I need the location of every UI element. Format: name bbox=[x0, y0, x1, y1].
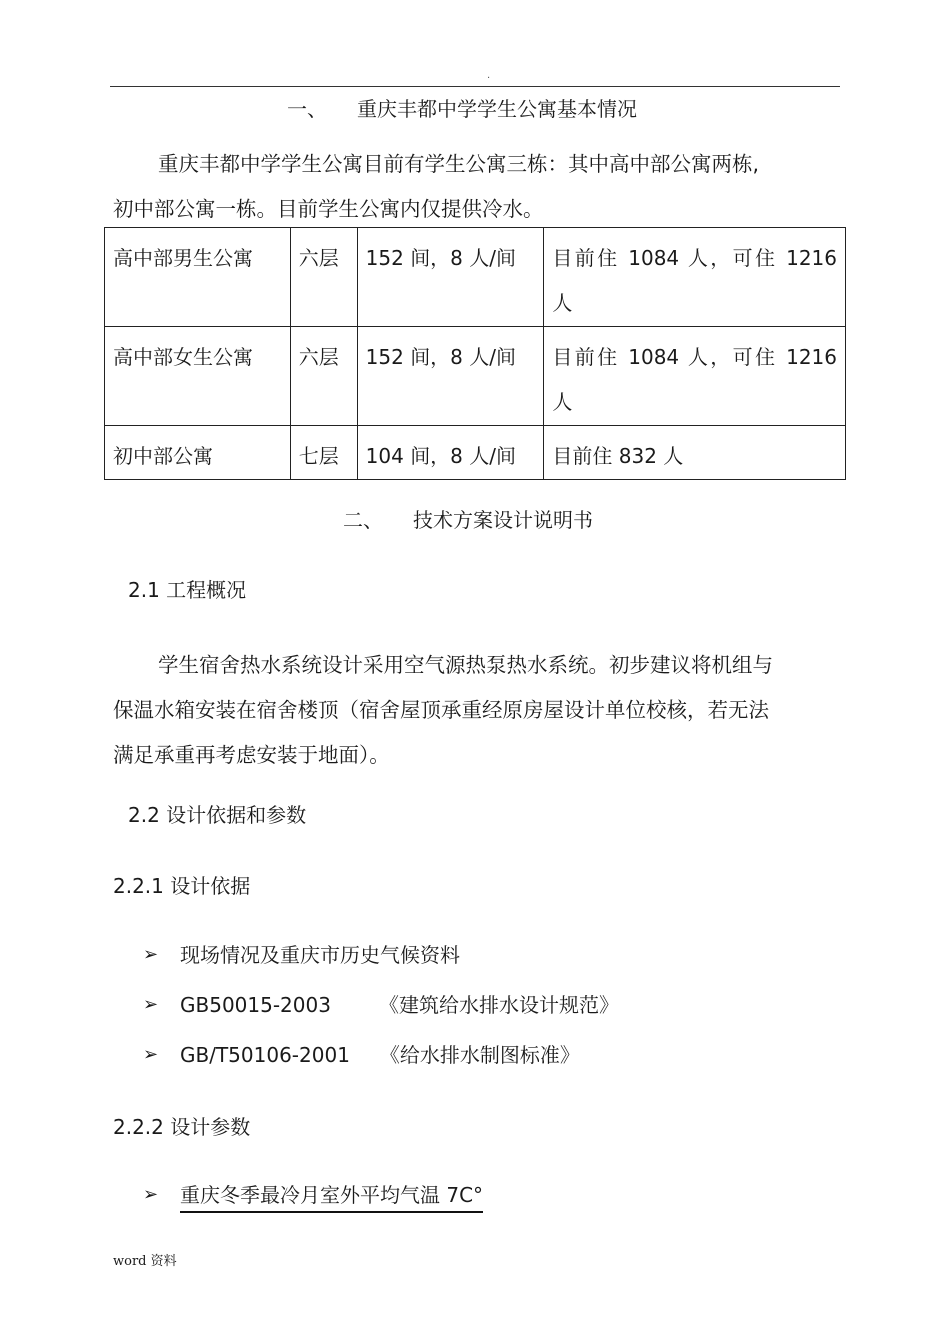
table-cell-name: 高中部女生公寓 bbox=[105, 327, 291, 426]
standard-code: GB50015-2003 bbox=[180, 993, 331, 1017]
param-item-1-text: 重庆冬季最冷月室外平均气温 7C° bbox=[180, 1183, 483, 1213]
intro-line-1: 重庆丰都中学学生公寓目前有学生公寓三栋：其中高中部公寓两栋, bbox=[158, 152, 760, 176]
table-cell-floors: 七层 bbox=[290, 426, 357, 480]
bullet-arrow-icon: ➢ bbox=[143, 1044, 159, 1065]
bullet-arrow-icon: ➢ bbox=[143, 944, 159, 965]
table-cell-occupancy: 目前住 1084 人，可住 1216 人 bbox=[544, 228, 846, 327]
section-2-number: 二、 bbox=[343, 508, 383, 532]
dormitory-table bbox=[104, 227, 846, 480]
heading-2-2: 2.2 设计依据和参数 bbox=[128, 803, 307, 827]
table-cell-rooms: 152 间，8 人/间 bbox=[357, 228, 544, 327]
param-item-1 bbox=[180, 1183, 483, 1207]
basis-item-2 bbox=[180, 993, 619, 1017]
table-cell-rooms: 104 间，8 人/间 bbox=[357, 426, 544, 480]
footer-text: word 资料 bbox=[113, 1254, 177, 1269]
heading-2-1: 2.1 工程概况 bbox=[128, 578, 247, 602]
standard-title: 《建筑给水排水设计规范》 bbox=[378, 993, 619, 1017]
section-1-title: 重庆丰都中学学生公寓基本情况 bbox=[357, 97, 637, 121]
s21-line-1: 学生宿舍热水系统设计采用空气源热泵热水系统。初步建议将机组与 bbox=[158, 653, 773, 677]
table-cell-rooms: 152 间，8 人/间 bbox=[357, 327, 544, 426]
standard-title: 《给水排水制图标准》 bbox=[379, 1043, 580, 1067]
section-1-number: 一、 bbox=[287, 97, 327, 121]
section-1-heading bbox=[287, 97, 637, 121]
header-rule bbox=[110, 86, 840, 87]
bullet-arrow-icon: ➢ bbox=[143, 1184, 159, 1205]
bullet-arrow-icon: ➢ bbox=[143, 994, 159, 1015]
basis-item-1: 现场情况及重庆市历史气候资料 bbox=[180, 943, 460, 967]
s21-line-2: 保温水箱安装在宿舍楼顶（宿舍屋顶承重经原房屋设计单位校核，若无法 bbox=[113, 698, 769, 722]
header-mark: . bbox=[487, 70, 491, 81]
table-cell-floors: 六层 bbox=[290, 327, 357, 426]
basis-item-3 bbox=[180, 1043, 580, 1067]
s21-line-3: 满足承重再考虑安装于地面）。 bbox=[113, 743, 390, 767]
table-cell-name: 初中部公寓 bbox=[105, 426, 291, 480]
table-cell-occupancy: 目前住 832 人 bbox=[544, 426, 846, 480]
table-cell-name: 高中部男生公寓 bbox=[105, 228, 291, 327]
section-2-heading bbox=[343, 508, 593, 532]
standard-code: GB/T50106-2001 bbox=[180, 1043, 350, 1067]
table-row bbox=[105, 228, 846, 327]
table-cell-floors: 六层 bbox=[290, 228, 357, 327]
table-cell-occupancy: 目前住 1084 人，可住 1216 人 bbox=[544, 327, 846, 426]
intro-line-2: 初中部公寓一栋。目前学生公寓内仅提供冷水。 bbox=[113, 197, 544, 221]
table-row bbox=[105, 327, 846, 426]
heading-2-2-2: 2.2.2 设计参数 bbox=[113, 1115, 251, 1139]
table-row bbox=[105, 426, 846, 480]
heading-2-2-1: 2.2.1 设计依据 bbox=[113, 874, 251, 898]
section-2-title: 技术方案设计说明书 bbox=[413, 508, 593, 532]
